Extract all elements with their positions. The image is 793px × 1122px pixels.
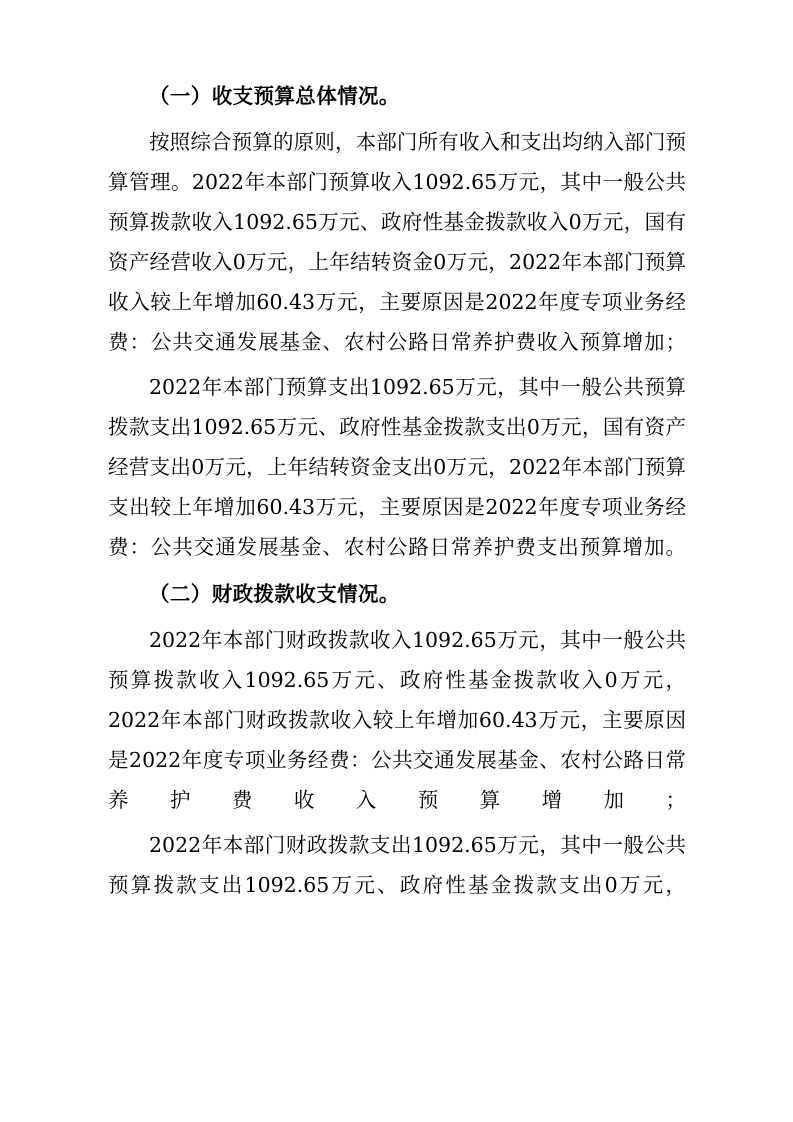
paragraph-2-1: 2022年本部门财政拨款收入1092.65万元，其中一般公共预算拨款收入1092.65万元、政府性基金拨款收入0万元，2022年本部门财政拨款收入较上年增加60.43万元，主要原因是2022年度专项业务经费：公共交通发展基金、农村公路日常养护费收入预算增加；: [108, 628, 686, 812]
section-heading-1: （一）收支预算总体情况。: [149, 84, 400, 108]
spacer: [108, 567, 686, 576]
paragraph-1-2: 2022年本部门预算支出1092.65万元，其中一般公共预算拨款支出1092.65万元、政府性基金拨款支出0万元，国有资产经营支出0万元，上年结转资金支出0万元，2022年本部门预算支出较上年增加60.43万元，主要原因是2022年度专项业务经费：公共交通发展基金、农村公路日常养护费支出预算增加。: [108, 375, 686, 559]
paragraph-1-1: 按照综合预算的原则，本部门所有收入和支出均纳入部门预算管理。2022年本部门预算收入1092.65万元，其中一般公共预算拨款收入1092.65万元、政府性基金拨款收入0万元，国有资产经营收入0万元，上年结转资金0万元，2022年本部门预算收入较上年增加60.43万元，主要原因是2022年度专项业务经费：公共交通发展基金、农村公路日常养护费收入预算增加；: [108, 130, 686, 354]
section-heading-2: （二）财政拨款收支情况。: [149, 582, 400, 606]
spacer: [108, 115, 686, 122]
paragraph-2-2: 2022年本部门财政拨款支出1092.65万元，其中一般公共预算拨款支出1092.65万元、政府性基金拨款支出0万元，: [108, 833, 686, 897]
document-body: [108, 78, 686, 905]
spacer: [108, 613, 686, 620]
